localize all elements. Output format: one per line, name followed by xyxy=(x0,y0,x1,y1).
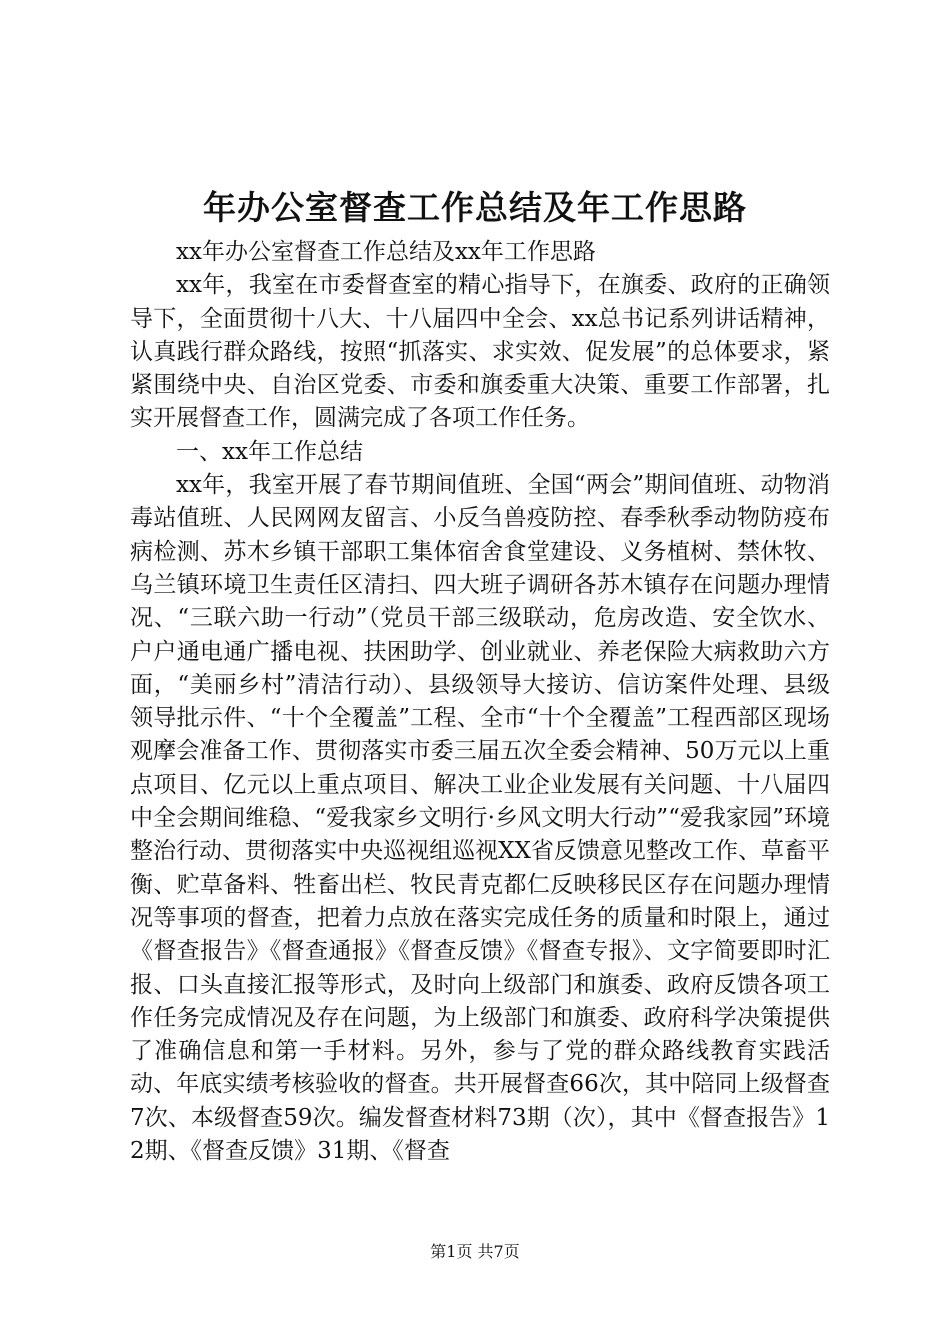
document-body xyxy=(130,236,830,1168)
paragraph-summary: xx年，我室开展了春节期间值班、全国“两会”期间值班、动物消毒站值班、人民网网友留言、小反刍兽疫防控、春季秋季动物防疫布病检测、苏木乡镇干部职工集体宿舍食堂建设、义务植树、禁休牧、乌兰镇环境卫生责任区清扫、四大班子调研各苏木镇存在问题办理情况、“三联六助一行动”（党员干部三级联动，危房改造、安全饮水、户户通电通广播电视、扶困助学、创业就业、养老保险大病救助六方面，“美丽乡村”清洁行动）、县级领导大接访、信访案件处理、县级领导批示件、“十个全覆盖”工程、全市“十个全覆盖”工程西部区现场观摩会准备工作、贯彻落实市委三届五次全委会精神、50万元以上重点项目、亿元以上重点项目、解决工业企业发展有关问题、十八届四中全会期间维稳、“爱我家乡文明行·乡风文明大行动”“爱我家园”环境整治行动、贯彻落实中央巡视组巡视XX省反馈意见整改工作、草畜平衡、贮草备料、牲畜出栏、牧民青克都仁反映移民区存在问题办理情况等事项的督查，把着力点放在落实完成任务的质量和时限上，通过《督查报告》《督查通报》《督查反馈》《督查专报》、文字简要即时汇报、口头直接汇报等形式，及时向上级部门和旗委、政府反馈各项工作任务完成情况及存在问题，为上级部门和旗委、政府科学决策提供了准确信息和第一手材料。另外，参与了党的群众路线教育实践活动、年底实绩考核验收的督查。共开展督查66次，其中陪同上级督查7次、本级督查59次。编发督查材料73期（次），其中《督查报告》12期、《督查反馈》31期、《督查 xyxy=(130,472,830,1165)
paragraph-subtitle: xx年办公室督查工作总结及xx年工作思路 xyxy=(176,239,596,265)
paragraph-intro: xx年，我室在市委督查室的精心指导下，在旗委、政府的正确领导下，全面贯彻十八大、十八届四中全会、xx总书记系列讲话精神，认真践行群众路线，按照“抓落实、求实效、促发展”的总体要求，紧紧围绕中央、自治区党委、市委和旗委重大决策、重要工作部署，扎实开展督查工作，圆满完成了各项工作任务。 xyxy=(130,272,830,432)
page-number: 第1页 共7页 xyxy=(430,1242,520,1261)
section-heading: 一、xx年工作总结 xyxy=(176,438,363,465)
document-title: 年办公室督查工作总结及年工作思路 xyxy=(203,188,747,227)
